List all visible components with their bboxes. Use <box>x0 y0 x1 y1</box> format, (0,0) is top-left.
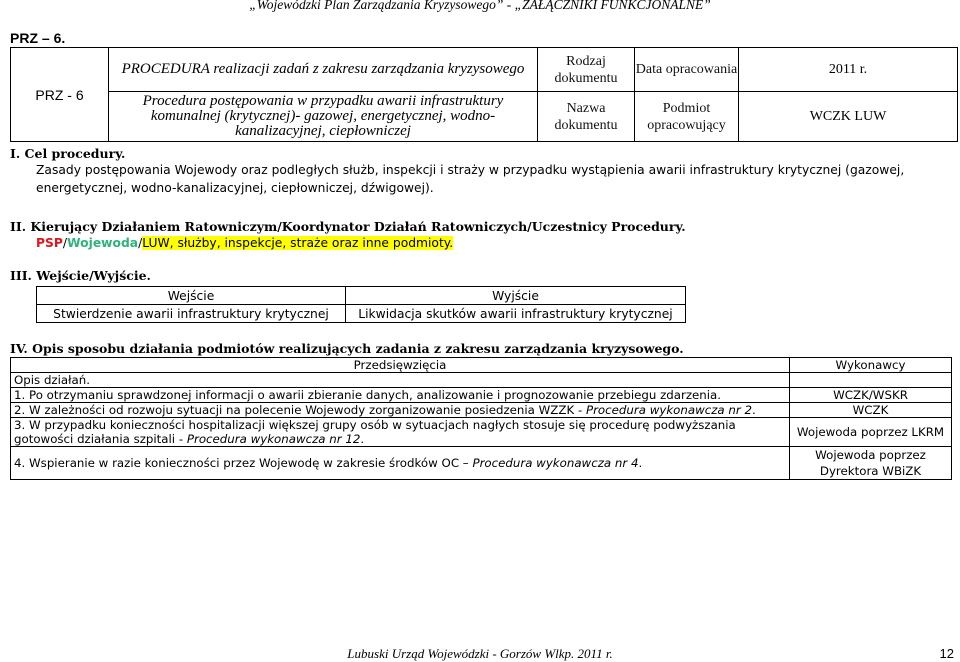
procedure-header-table <box>10 47 958 142</box>
section-3-heading: III. Wejście/Wyjście. <box>10 268 151 283</box>
label-date: Data opracowania <box>635 48 739 92</box>
participant-psp: PSP <box>36 236 63 250</box>
input-value: Stwierdzenie awarii infrastruktury krytycznej <box>37 305 346 323</box>
actions-table <box>10 357 952 480</box>
label-document-type: Rodzaj dokumentu <box>538 48 635 92</box>
section-1-text: Zasady postępowania Wojewody oraz podległych służb, inspekcji i straży w przypadku wystąpienia awarii infrastruktury krytycznej (gazowej, energetycznej, wodno-kanalizacyjnej, ciepłowniczej, dźwigowej). <box>36 163 905 195</box>
participant-wojewoda: Wojewoda <box>67 236 139 250</box>
table-row: 4. Wspieranie w razie konieczności przez Wojewodę w zakresie środków OC – Procedura wykonawcza nr 4. <box>11 447 790 480</box>
label-author: Podmiot opracowujący <box>635 92 739 142</box>
value-author: WCZK LUW <box>739 92 958 142</box>
executor: Wojewoda poprzez Dyrektora WBiZK <box>790 447 952 480</box>
col-executors-header: Wykonawcy <box>790 358 952 373</box>
executor: WCZK/WSKR <box>790 388 952 403</box>
actions-subheader: Opis działań. <box>11 373 790 388</box>
page-footer: Lubuski Urząd Wojewódzki - Gorzów Wlkp. 2011 r. <box>347 646 613 661</box>
page-number: 12 <box>939 646 954 661</box>
procedure-title: PROCEDURA realizacji zadań z zakresu zarządzania kryzysowego <box>109 48 538 92</box>
section-2-heading: II. Kierujący Działaniem Ratowniczym/Koordynator Działań Ratowniczych/Uczestnicy Procedury. <box>10 219 686 234</box>
value-date: 2011 r. <box>739 48 958 92</box>
separator: / <box>62 236 68 250</box>
procedure-subtitle: Procedura postępowania w przypadku awarii infrastruktury komunalnej (krytycznej)- gazowej, energetycznej, wodno-kanalizacyjnej, ciepłowniczej <box>109 92 538 142</box>
col-output-header: Wyjście <box>346 287 686 305</box>
participant-others: LUW, służby, inspekcje, straże oraz inne podmioty. <box>142 236 454 250</box>
col-input-header: Wejście <box>37 287 346 305</box>
table-row: 2. W zależności od rozwoju sytuacji na polecenie Wojewody zorganizowanie posiedzenia WZZK - Procedura wykonawcza nr 2. <box>11 403 790 418</box>
section-1-heading: I. Cel procedury. <box>10 146 126 161</box>
section-4-heading: IV. Opis sposobu działania podmiotów realizujących zadania z zakresu zarządzania kryzysowego. <box>10 341 684 356</box>
table-row: 1. Po otrzymaniu sprawdzonej informacji o awarii zbieranie danych, analizowanie i prognozowanie przebiegu zdarzenia. <box>11 388 790 403</box>
input-output-table <box>36 286 686 323</box>
procedure-code: PRZ - 6 <box>11 48 109 142</box>
executor: Wojewoda poprzez LKRM <box>790 418 952 447</box>
separator: / <box>138 236 143 250</box>
output-value: Likwidacja skutków awarii infrastruktury krytycznej <box>346 305 686 323</box>
col-actions-header: Przedsięwzięcia <box>11 358 790 373</box>
table-row: 3. W przypadku konieczności hospitalizacji większej grupy osób w sytuacjach nagłych stosuje się procedurę podwyższania gotowości działania szpitali - Procedura wykonawcza nr 12. <box>11 418 790 447</box>
executor: WCZK <box>790 403 952 418</box>
running-header: „Wojewódzki Plan Zarządzania Kryzysowego” - „ZAŁĄCZNIKI FUNKCJONALNE” <box>249 0 711 12</box>
label-document-name: Nazwa dokumentu <box>538 92 635 142</box>
prz-number: PRZ – 6. <box>10 30 66 46</box>
section-2-participants <box>36 234 952 252</box>
